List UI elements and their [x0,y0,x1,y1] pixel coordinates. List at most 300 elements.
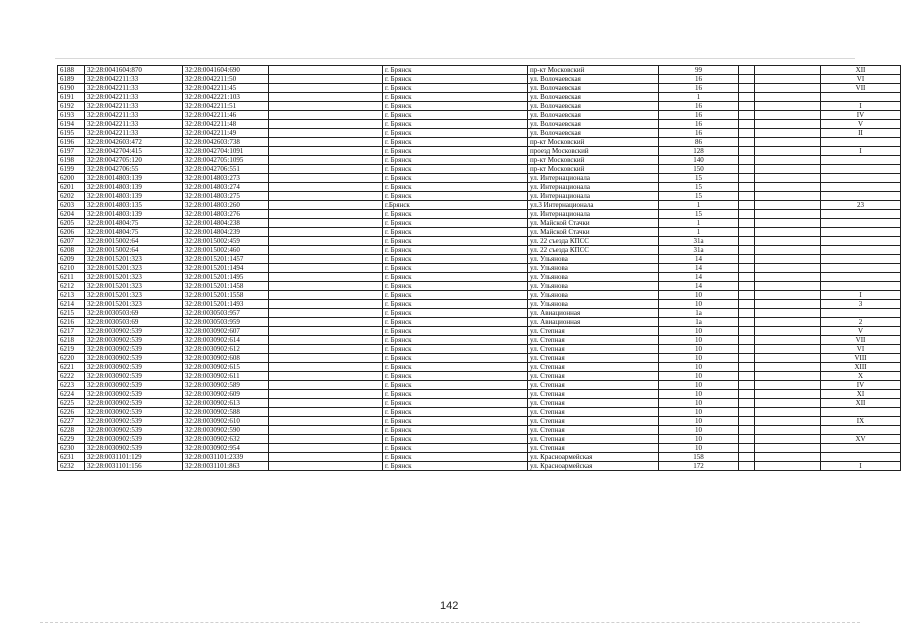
premises-cadastral-number-cell: 32:28:0030902:610 [183,417,269,426]
empty-cell [269,273,383,282]
premises-cadastral-number-cell: 32:28:0030902:611 [183,372,269,381]
empty-cell [739,66,755,75]
premises-number-cell: I [821,147,901,156]
premises-cadastral-number-cell: 32:28:0030902:588 [183,408,269,417]
cadastral-number-cell: 32:28:0042211:33 [85,75,183,84]
row-number-cell: 6194 [58,120,85,129]
premises-number-cell [821,237,901,246]
street-cell: ул. Волочаевская [528,111,659,120]
premises-cadastral-number-cell: 32:28:0042706:551 [183,165,269,174]
premises-number-cell: XII [821,66,901,75]
empty-cell [739,336,755,345]
premises-cadastral-number-cell: 32:28:0030902:632 [183,435,269,444]
house-number-cell: 15 [659,174,739,183]
premises-number-cell [821,264,901,273]
city-cell: г. Брянск [383,147,528,156]
empty-cell [739,165,755,174]
row-number-cell: 6215 [58,309,85,318]
top-divider-line [55,58,855,59]
premises-cadastral-number-cell: 32:28:0015201:1457 [183,255,269,264]
empty-cell [269,444,383,453]
row-number-cell: 6230 [58,444,85,453]
city-cell: г. Брянск [383,228,528,237]
table-row [58,417,901,426]
street-cell: ул. Степная [528,336,659,345]
house-number-cell: 128 [659,147,739,156]
street-cell: пр-кт Московский [528,156,659,165]
premises-cadastral-number-cell: 32:28:0014803:260 [183,201,269,210]
empty-cell [739,345,755,354]
premises-number-cell [821,408,901,417]
street-cell: пр-кт Московский [528,66,659,75]
table-row [58,75,901,84]
city-cell: г. Брянск [383,66,528,75]
premises-cadastral-number-cell: 32:28:0014803:274 [183,183,269,192]
table-row [58,462,901,471]
house-number-cell: 1 [659,228,739,237]
empty-cell [755,318,821,327]
table-row [58,120,901,129]
table-row [58,399,901,408]
house-number-cell: 16 [659,75,739,84]
empty-cell [755,219,821,228]
empty-cell [739,363,755,372]
city-cell: г. Брянск [383,300,528,309]
house-number-cell: 1а [659,309,739,318]
city-cell: г. Брянск [383,156,528,165]
city-cell: г. Брянск [383,264,528,273]
premises-number-cell: I [821,462,901,471]
cadastral-number-cell: 32:28:0042705:120 [85,156,183,165]
row-number-cell: 6218 [58,336,85,345]
premises-cadastral-number-cell: 32:28:0030902:614 [183,336,269,345]
city-cell: г. Брянск [383,273,528,282]
premises-number-cell: VI [821,75,901,84]
empty-cell [739,147,755,156]
row-number-cell: 6228 [58,426,85,435]
empty-cell [269,165,383,174]
table-row [58,354,901,363]
premises-cadastral-number-cell: 32:28:0042211:48 [183,120,269,129]
house-number-cell: 10 [659,417,739,426]
street-cell: ул. Авиационная [528,318,659,327]
house-number-cell: 10 [659,399,739,408]
empty-cell [755,237,821,246]
empty-cell [739,84,755,93]
empty-cell [755,138,821,147]
table-row [58,273,901,282]
table-row [58,291,901,300]
empty-cell [269,183,383,192]
city-cell: г. Брянск [383,336,528,345]
empty-cell [269,84,383,93]
empty-cell [739,318,755,327]
empty-cell [269,219,383,228]
table-row [58,390,901,399]
premises-number-cell: XIII [821,363,901,372]
row-number-cell: 6223 [58,381,85,390]
table-row [58,66,901,75]
cadastral-number-cell: 32:28:0030902:539 [85,336,183,345]
table-row [58,246,901,255]
premises-number-cell: 2 [821,318,901,327]
empty-cell [755,408,821,417]
empty-cell [269,246,383,255]
house-number-cell: 1а [659,318,739,327]
empty-cell [755,129,821,138]
table-row [58,444,901,453]
row-number-cell: 6206 [58,228,85,237]
row-number-cell: 6193 [58,111,85,120]
house-number-cell: 10 [659,354,739,363]
premises-number-cell: VI [821,345,901,354]
city-cell: г. Брянск [383,318,528,327]
row-number-cell: 6195 [58,129,85,138]
city-cell: г. Брянск [383,309,528,318]
street-cell: ул. Авиационная [528,309,659,318]
premises-cadastral-number-cell: 32:28:0031101:863 [183,462,269,471]
empty-cell [755,156,821,165]
premises-cadastral-number-cell: 32:28:0014803:276 [183,210,269,219]
empty-cell [755,291,821,300]
empty-cell [755,192,821,201]
city-cell: г. Брянск [383,102,528,111]
cadastral-number-cell: 32:28:0030902:539 [85,381,183,390]
row-number-cell: 6211 [58,273,85,282]
street-cell: ул. Ульянова [528,273,659,282]
table-row [58,165,901,174]
table-row [58,111,901,120]
empty-cell [739,444,755,453]
row-number-cell: 6203 [58,201,85,210]
house-number-cell: 14 [659,255,739,264]
empty-cell [755,111,821,120]
house-number-cell: 10 [659,426,739,435]
empty-cell [739,102,755,111]
house-number-cell: 10 [659,408,739,417]
empty-cell [269,381,383,390]
house-number-cell: 1 [659,219,739,228]
premises-number-cell: IV [821,111,901,120]
empty-cell [755,399,821,408]
house-number-cell: 16 [659,111,739,120]
empty-cell [755,372,821,381]
house-number-cell: 16 [659,129,739,138]
premises-number-cell [821,426,901,435]
city-cell: г. Брянск [383,399,528,408]
street-cell: ул. Интернационала [528,210,659,219]
table-row [58,426,901,435]
street-cell: ул. Красноармейская [528,453,659,462]
empty-cell [269,147,383,156]
empty-cell [739,273,755,282]
row-number-cell: 6224 [58,390,85,399]
street-cell: ул. Волочаевская [528,102,659,111]
empty-cell [269,129,383,138]
cadastral-number-cell: 32:28:0014803:139 [85,174,183,183]
house-number-cell: 10 [659,381,739,390]
street-cell: ул. Волочаевская [528,75,659,84]
table-row [58,147,901,156]
city-cell: г. Брянск [383,237,528,246]
table-row [58,93,901,102]
premises-cadastral-number-cell: 32:28:0041604:690 [183,66,269,75]
cadastral-number-cell: 32:28:0031101:129 [85,453,183,462]
empty-cell [755,354,821,363]
street-cell: ул. Степная [528,408,659,417]
empty-cell [755,210,821,219]
empty-cell [739,75,755,84]
empty-cell [269,435,383,444]
register-table-body [58,66,901,471]
premises-number-cell [821,210,901,219]
city-cell: г. Брянск [383,372,528,381]
street-cell: ул. Майской Стачки [528,219,659,228]
cadastral-number-cell: 32:28:0030902:539 [85,390,183,399]
empty-cell [739,201,755,210]
premises-cadastral-number-cell: 32:28:0042705:1095 [183,156,269,165]
premises-cadastral-number-cell: 32:28:0030902:607 [183,327,269,336]
house-number-cell: 10 [659,336,739,345]
premises-number-cell [821,93,901,102]
street-cell: пр-кт Московский [528,165,659,174]
house-number-cell: 31а [659,246,739,255]
premises-cadastral-number-cell: 32:28:0030902:954 [183,444,269,453]
premises-number-cell: VII [821,84,901,93]
empty-cell [269,228,383,237]
premises-number-cell [821,282,901,291]
premises-number-cell: IV [821,381,901,390]
empty-cell [739,408,755,417]
row-number-cell: 6202 [58,192,85,201]
row-number-cell: 6190 [58,84,85,93]
table-row [58,381,901,390]
empty-cell [739,453,755,462]
premises-cadastral-number-cell: 32:28:0042211:46 [183,111,269,120]
empty-cell [269,111,383,120]
empty-cell [755,84,821,93]
empty-cell [755,93,821,102]
empty-cell [269,102,383,111]
empty-cell [269,75,383,84]
city-cell: г. Брянск [383,183,528,192]
street-cell: ул. Интернационала [528,174,659,183]
empty-cell [739,354,755,363]
premises-cadastral-number-cell: 32:28:0014803:275 [183,192,269,201]
street-cell: ул. Степная [528,399,659,408]
house-number-cell: 10 [659,372,739,381]
street-cell: ул. Степная [528,327,659,336]
table-row [58,408,901,417]
empty-cell [739,300,755,309]
premises-cadastral-number-cell: 32:28:0030902:609 [183,390,269,399]
empty-cell [755,165,821,174]
city-cell: г. Брянск [383,444,528,453]
cadastral-number-cell: 32:28:0030902:539 [85,435,183,444]
street-cell: ул. Ульянова [528,255,659,264]
premises-cadastral-number-cell: 32:28:0042211:50 [183,75,269,84]
city-cell: г. Брянск [383,390,528,399]
empty-cell [269,93,383,102]
street-cell: ул. Волочаевская [528,93,659,102]
empty-cell [269,156,383,165]
cadastral-number-cell: 32:28:0042704:415 [85,147,183,156]
premises-cadastral-number-cell: 32:28:0042211:51 [183,102,269,111]
premises-cadastral-number-cell: 32:28:0042211:45 [183,84,269,93]
street-cell: ул. 22 съезда КПСС [528,237,659,246]
empty-cell [755,75,821,84]
table-row [58,255,901,264]
row-number-cell: 6204 [58,210,85,219]
city-cell: г. Брянск [383,75,528,84]
empty-cell [269,453,383,462]
row-number-cell: 6232 [58,462,85,471]
cadastral-number-cell: 32:28:0014804:75 [85,228,183,237]
premises-number-cell [821,453,901,462]
city-cell: г. Брянск [383,462,528,471]
city-cell: г. Брянск [383,282,528,291]
empty-cell [755,345,821,354]
empty-cell [739,138,755,147]
empty-cell [739,219,755,228]
city-cell: г. Брянск [383,165,528,174]
empty-cell [755,264,821,273]
empty-cell [739,111,755,120]
row-number-cell: 6207 [58,237,85,246]
table-row [58,192,901,201]
premises-number-cell [821,255,901,264]
empty-cell [269,426,383,435]
premises-cadastral-number-cell: 32:28:0042704:1091 [183,147,269,156]
street-cell: ул. Волочаевская [528,129,659,138]
street-cell: ул. Красноармейская [528,462,659,471]
table-row [58,282,901,291]
city-cell: г. Брянск [383,408,528,417]
premises-number-cell [821,246,901,255]
table-row [58,102,901,111]
premises-number-cell [821,192,901,201]
cadastral-number-cell: 32:28:0030902:539 [85,345,183,354]
empty-cell [739,246,755,255]
premises-number-cell: IX [821,417,901,426]
city-cell: г. Брянск [383,129,528,138]
premises-cadastral-number-cell: 32:28:0015201:1558 [183,291,269,300]
row-number-cell: 6226 [58,408,85,417]
street-cell: ул. Степная [528,372,659,381]
premises-cadastral-number-cell: 32:28:0015201:1494 [183,264,269,273]
city-cell: г. Брянск [383,381,528,390]
premises-number-cell [821,165,901,174]
empty-cell [269,462,383,471]
street-cell: ул. Степная [528,444,659,453]
cadastral-number-cell: 32:28:0015201:323 [85,264,183,273]
premises-cadastral-number-cell: 32:28:0030902:589 [183,381,269,390]
table-row [58,129,901,138]
house-number-cell: 10 [659,345,739,354]
empty-cell [739,255,755,264]
house-number-cell: 10 [659,300,739,309]
premises-cadastral-number-cell: 32:28:0015201:1495 [183,273,269,282]
empty-cell [269,300,383,309]
table-row [58,228,901,237]
table-row [58,219,901,228]
city-cell: г. Брянск [383,453,528,462]
row-number-cell: 6225 [58,399,85,408]
premises-number-cell [821,228,901,237]
street-cell: ул. Степная [528,363,659,372]
city-cell: г. Брянск [383,111,528,120]
street-cell: ул. Степная [528,435,659,444]
city-cell: г. Брянск [383,255,528,264]
empty-cell [755,183,821,192]
cadastral-number-cell: 32:28:0014803:135 [85,201,183,210]
empty-cell [269,318,383,327]
bottom-divider-line [40,622,860,623]
premises-cadastral-number-cell: 32:28:0042221:103 [183,93,269,102]
street-cell: ул. Ульянова [528,264,659,273]
table-row [58,300,901,309]
house-number-cell: 10 [659,390,739,399]
cadastral-number-cell: 32:28:0041604:870 [85,66,183,75]
row-number-cell: 6192 [58,102,85,111]
cadastral-number-cell: 32:28:0030902:539 [85,327,183,336]
street-cell: ул. Степная [528,417,659,426]
house-number-cell: 150 [659,165,739,174]
premises-number-cell: VII [821,336,901,345]
cadastral-register-table [57,65,901,471]
house-number-cell: 10 [659,435,739,444]
house-number-cell: 10 [659,291,739,300]
row-number-cell: 6221 [58,363,85,372]
city-cell: г.Брянск [383,201,528,210]
table-row [58,345,901,354]
empty-cell [739,192,755,201]
empty-cell [755,426,821,435]
empty-cell [755,228,821,237]
premises-cadastral-number-cell: 32:28:0030902:615 [183,363,269,372]
empty-cell [755,327,821,336]
table-row [58,453,901,462]
house-number-cell: 14 [659,264,739,273]
empty-cell [739,93,755,102]
empty-cell [755,300,821,309]
empty-cell [755,435,821,444]
empty-cell [269,282,383,291]
premises-number-cell: 3 [821,300,901,309]
house-number-cell: 15 [659,192,739,201]
premises-number-cell [821,444,901,453]
premises-number-cell: XI [821,390,901,399]
empty-cell [755,102,821,111]
page-number: 142 [440,600,459,612]
empty-cell [739,381,755,390]
house-number-cell: 10 [659,327,739,336]
cadastral-number-cell: 32:28:0030902:539 [85,354,183,363]
cadastral-number-cell: 32:28:0031101:156 [85,462,183,471]
row-number-cell: 6222 [58,372,85,381]
city-cell: г. Брянск [383,192,528,201]
house-number-cell: 16 [659,84,739,93]
cadastral-number-cell: 32:28:0042603:472 [85,138,183,147]
premises-number-cell: I [821,291,901,300]
street-cell: ул. Волочаевская [528,120,659,129]
cadastral-number-cell: 32:28:0015201:323 [85,300,183,309]
empty-cell [269,174,383,183]
premises-number-cell: X [821,372,901,381]
row-number-cell: 6208 [58,246,85,255]
city-cell: г. Брянск [383,84,528,93]
empty-cell [739,264,755,273]
